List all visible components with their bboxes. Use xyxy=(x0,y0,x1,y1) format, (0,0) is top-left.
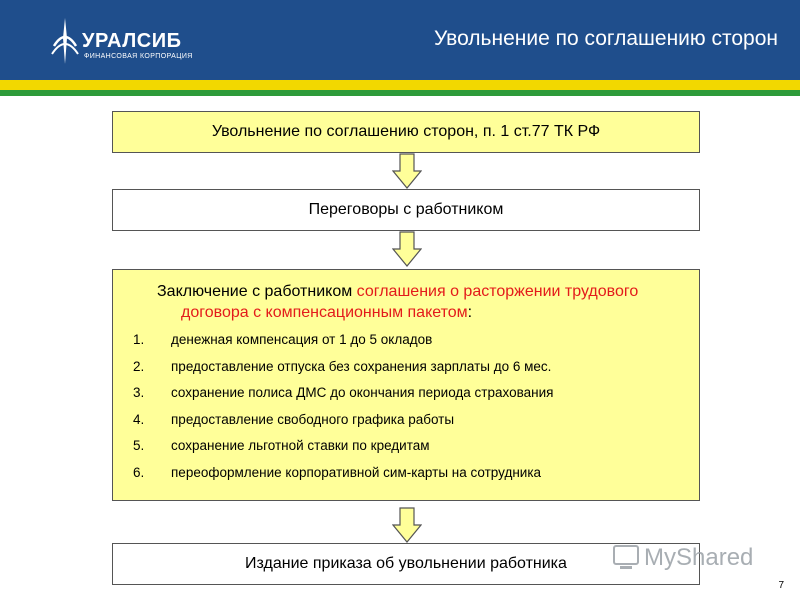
compensation-list xyxy=(133,331,679,481)
list-item-number: 4. xyxy=(133,411,145,427)
flow-step-agreement xyxy=(112,269,700,501)
list-item-text: денежная компенсация от 1 до 5 окладов xyxy=(171,332,433,347)
flow-step-legal-basis-text: Увольнение по соглашению сторон, п. 1 ст.77 ТК РФ xyxy=(211,123,601,140)
watermark-text: MyShared xyxy=(644,544,754,571)
header-stripe-green xyxy=(0,90,800,96)
agreement-highlight: соглашения о расторжении трудового договора с компенсационным пакетом xyxy=(181,283,639,321)
list-item xyxy=(133,437,679,454)
list-item-text: предоставление свободного графика работы xyxy=(171,411,455,427)
down-arrow-icon xyxy=(392,507,422,543)
watermark-logo xyxy=(612,538,762,578)
list-item-number: 6. xyxy=(133,464,145,480)
list-item-number: 3. xyxy=(133,385,145,401)
page-number: 7 xyxy=(778,580,784,591)
list-item xyxy=(133,464,679,481)
flow-step-negotiation-text: Переговоры с работником xyxy=(308,201,504,218)
list-item-number: 1. xyxy=(133,332,145,347)
list-item xyxy=(133,331,679,348)
list-item xyxy=(133,411,679,428)
list-item-text: сохранение льготной ставки по кредитам xyxy=(171,438,430,454)
flow-step-negotiation xyxy=(112,189,700,231)
logo-subtitle: ФИНАНСОВАЯ КОРПОРАЦИЯ xyxy=(84,53,193,60)
down-arrow-icon xyxy=(392,231,422,267)
list-item-text: переоформление корпоративной сим-карты на сотрудника xyxy=(171,464,542,480)
agreement-lead-colon: : xyxy=(467,304,473,321)
list-item-number: 2. xyxy=(133,358,145,374)
agreement-lead xyxy=(157,281,679,323)
uralsib-logo-icon xyxy=(50,16,80,66)
list-item-number: 5. xyxy=(133,438,145,454)
list-item xyxy=(133,384,679,401)
header-stripe-yellow xyxy=(0,80,800,90)
down-arrow-icon xyxy=(392,153,422,189)
agreement-lead-text: Заключение с работником xyxy=(157,283,357,300)
flow-step-dismissal-order-text: Издание приказа об увольнении работника xyxy=(245,555,567,572)
logo-wordmark: УРАЛСИБ xyxy=(82,30,182,52)
page-title: Увольнение по соглашению сторон xyxy=(434,27,778,50)
list-item-text: сохранение полиса ДМС до окончания периода страхования xyxy=(171,385,554,401)
list-item xyxy=(133,358,679,375)
list-item-text: предоставление отпуска без сохранения зарплаты до 6 мес. xyxy=(171,358,552,374)
flow-step-legal-basis xyxy=(112,111,700,153)
